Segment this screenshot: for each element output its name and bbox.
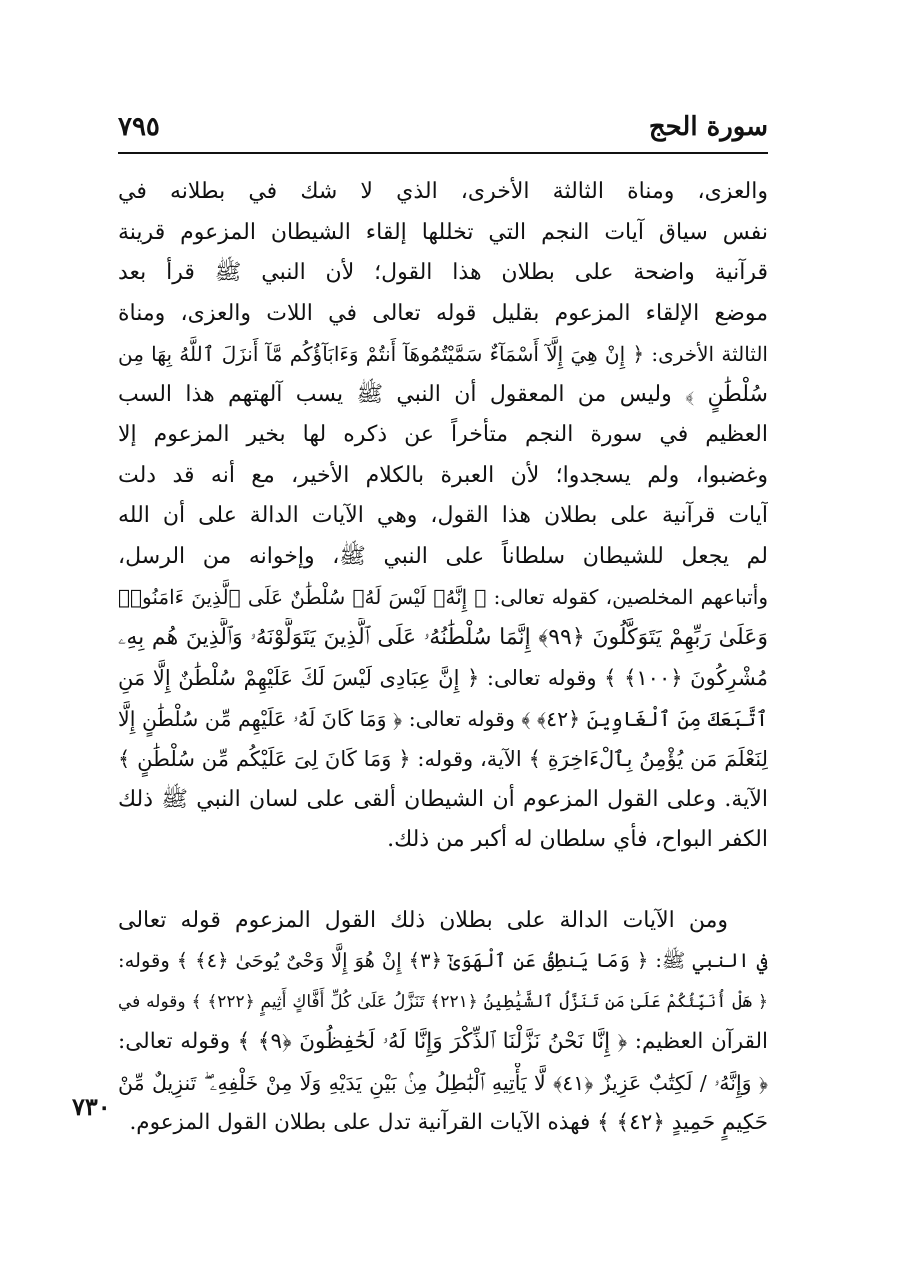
- text-line: مُشْرِكُونَ ﴿١٠٠﴾ ﴾ وقوله تعالى: ﴿ إِنَّ عِبَادِى لَيْسَ لَكَ عَلَيْهِمْ سُلْطَٰنٌ إِلَّا مَنِ: [118, 666, 768, 690]
- text-line: وَعَلَىٰ رَبِّهِمْ يَتَوَكَّلُونَ ﴿٩٩﴾ إِنَّمَا سُلْطَٰنُهُۥ عَلَى ٱلَّذِينَ يَتَوَلَّوْنَهُۥ وَٱلَّذِينَ هُم بِهِۦ: [118, 624, 768, 650]
- paragraph-spacer: [118, 861, 768, 901]
- text-line: العظيم في سورة النجم متأخراً عن ذكره لها بخير المزعوم إلا: [118, 422, 768, 447]
- text-line: الثالثة الأخرى: ﴿ إِنْ هِيَ إِلَّآ أَسْمَآءٌ سَمَّيْتُمُوهَآ أَنتُمْ وَءَابَآؤُكُم مَّآ أَنزَلَ ٱللَّهُ بِهَا مِن: [118, 342, 768, 366]
- text-line: حَكِيمٍ حَمِيدٍ ﴿٤٢﴾ ﴾ فهذه الآيات القرآنية تدل على بطلان القول المزعوم.: [129, 1110, 768, 1135]
- page-body: [118, 172, 768, 1144]
- text-line: آيات قرآنية على بطلان هذا القول، وهي الآيات الدالة على أن الله: [118, 503, 768, 528]
- text-line: لم يجعل للشيطان سلطاناً على النبي ﷺ، وإخوانه من الرسل،: [118, 543, 768, 569]
- text-line: ومن الآيات الدالة على بطلان ذلك القول المزعوم قوله تعالى: [118, 907, 728, 933]
- text-line: سُلْطَٰنٍ ﴾ وليس من المعقول أن النبي ﷺ يسب آلهتهم هذا السب: [118, 381, 768, 407]
- text-line: في النبي ﷺ: ﴿ وَمَا يَنطِقُ عَنِ ٱلْهَوَىٰٓ ﴿٣﴾ إِنْ هُوَ إِلَّا وَحْىٌ يُوحَىٰ ﴿٤﴾ ﴾ وقوله:: [118, 949, 768, 972]
- page-header: [118, 108, 768, 152]
- margin-page-reference: ٧٣٠: [72, 1092, 111, 1121]
- text-line: ﴿ وَإِنَّهُۥ / لَكِتَٰبٌ عَزِيزٌ ﴿٤١﴾ لَّا يَأْتِيهِ ٱلْبَٰطِلُ مِنۢ بَيْنِ يَدَيْهِ وَلَا مِنْ خَلْفِهِۦ ۖ تَنزِيلٌ مِّنْ: [118, 1070, 768, 1095]
- paragraph-2: [118, 901, 768, 1144]
- text-line: ٱتَّبَعَكَ مِنَ ٱلْغَاوِينَ ﴿٤٢﴾ ﴾ وقوله تعالى: ﴿ وَمَا كَانَ لَهُۥ عَلَيْهِم مِّن سُلْطَٰنٍ إِلَّا: [118, 706, 768, 731]
- text-line: لِنَعْلَمَ مَن يُؤْمِنُ بِٱلْءَاخِرَةِ ﴾ الآية، وقوله: ﴿ وَمَا كَانَ لِىَ عَلَيْكُم مِّن سُلْطَٰنٍ ﴾: [118, 747, 768, 771]
- text-line: الآية. وعلى القول المزعوم أن الشيطان ألقى على لسان النبي ﷺ ذلك: [118, 786, 768, 812]
- header-divider: [118, 152, 768, 154]
- text-line: والعزى، ومناة الثالثة الأخرى، الذي لا شك في بطلانه في: [118, 179, 768, 204]
- text-line: موضع الإلقاء المزعوم بقليل قوله تعالى في اللات والعزى، ومناة: [118, 300, 768, 326]
- text-line: نفس سياق آيات النجم التي تخللها إلقاء الشيطان المزعوم قرينة: [118, 219, 768, 245]
- text-line: وغضبوا، ولم يسجدوا؛ لأن العبرة بالكلام الأخير، مع أنه قد دلت: [118, 462, 768, 488]
- surah-title: سورة الحج: [648, 112, 768, 142]
- text-line: وأتباعهم المخلصين، كقوله تعالى: ﴿ إِنَّهُۥ لَيْسَ لَهُۥ سُلْطَٰنٌ عَلَى ٱلَّذِينَ ءَامَنُوا۟: [118, 585, 768, 609]
- text-line: القرآن العظيم: ﴿ إِنَّا نَحْنُ نَزَّلْنَا ٱلذِّكْرَ وَإِنَّا لَهُۥ لَحَٰفِظُونَ ﴿٩﴾ ﴾ وقوله تعالى:: [118, 1029, 768, 1054]
- text-line: قرآنية واضحة على بطلان هذا القول؛ لأن النبي ﷺ قرأ بعد: [118, 260, 768, 285]
- paragraph-1: [118, 172, 768, 861]
- text-line: ﴿ هَلْ أُنَبِّئُكُمْ عَلَىٰ مَن تَنَزَّلُ ٱلشَّيَٰطِينُ ﴿٢٢١﴾ تَنَزَّلُ عَلَىٰ كُلِّ أَفَّاكٍ أَثِيمٍ ﴿٢٢٢﴾ ﴾ وقوله في: [118, 991, 768, 1012]
- page-number: ٧٩٥: [118, 112, 160, 142]
- text-line: الكفر البواح، فأي سلطان له أكبر من ذلك.: [387, 827, 768, 852]
